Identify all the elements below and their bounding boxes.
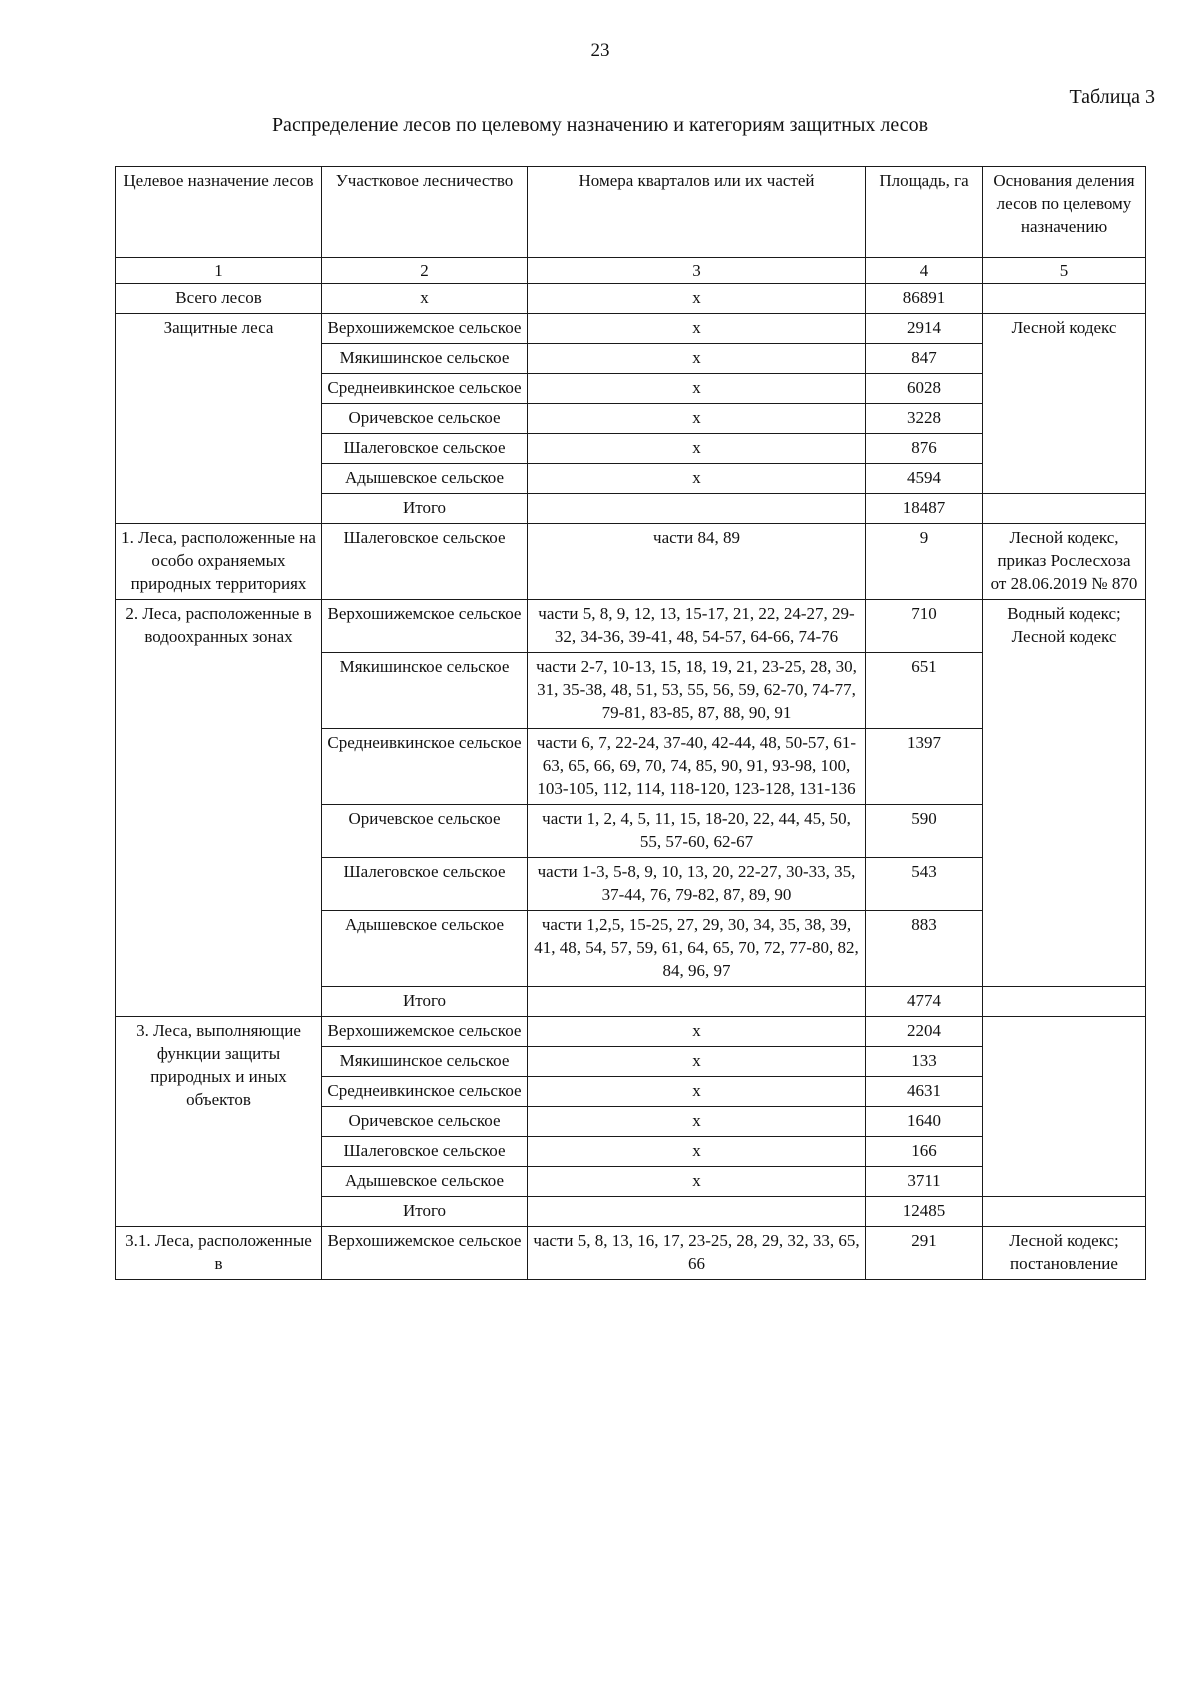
area-cell: 4631	[866, 1077, 983, 1107]
district-cell: Оричевское сельское	[322, 404, 528, 434]
area-cell: 1640	[866, 1107, 983, 1137]
quarters-cell: х	[528, 374, 866, 404]
quarters-cell	[528, 494, 866, 524]
district-cell: х	[322, 284, 528, 314]
area-cell: 876	[866, 434, 983, 464]
district-cell: Адышевское сельское	[322, 1167, 528, 1197]
basis-cell	[983, 494, 1146, 524]
subtotal-label-cell: Итого	[322, 1197, 528, 1227]
quarters-cell: х	[528, 284, 866, 314]
area-cell: 543	[866, 858, 983, 911]
area-cell: 651	[866, 653, 983, 729]
quarters-cell: х	[528, 1047, 866, 1077]
basis-cell: Лесной кодекс, приказ Рослесхоза от 28.06.2019 № 870	[983, 524, 1146, 600]
quarters-cell: х	[528, 1167, 866, 1197]
header-cell-quarters: Номера кварталов или их частей	[528, 167, 866, 258]
table-row	[116, 314, 1146, 344]
header-cell-district: Участковое лесничество	[322, 167, 528, 258]
quarters-cell: части 5, 8, 13, 16, 17, 23-25, 28, 29, 32, 33, 65, 66	[528, 1227, 866, 1280]
quarters-cell: части 5, 8, 9, 12, 13, 15-17, 21, 22, 24-27, 29-32, 34-36, 39-41, 48, 54-57, 64-66, 74-76	[528, 600, 866, 653]
district-cell: Верхошижемское сельское	[322, 600, 528, 653]
table-label: Таблица 3	[1069, 86, 1155, 108]
quarters-cell: х	[528, 1137, 866, 1167]
district-cell: Верхошижемское сельское	[322, 1017, 528, 1047]
area-cell: 4774	[866, 987, 983, 1017]
area-cell: 2204	[866, 1017, 983, 1047]
area-cell: 1397	[866, 729, 983, 805]
category-cell: 3.1. Леса, расположенные в	[116, 1227, 322, 1280]
table-row	[116, 600, 1146, 653]
quarters-cell: х	[528, 464, 866, 494]
district-cell: Адышевское сельское	[322, 464, 528, 494]
forest-distribution-table	[115, 166, 1146, 1280]
table-row	[116, 1017, 1146, 1047]
category-cell: Всего лесов	[116, 284, 322, 314]
table-row	[116, 524, 1146, 600]
area-cell: 4594	[866, 464, 983, 494]
area-cell: 3228	[866, 404, 983, 434]
area-cell: 133	[866, 1047, 983, 1077]
total-row	[116, 284, 1146, 314]
page-number: 23	[590, 40, 610, 61]
district-cell: Шалеговское сельское	[322, 434, 528, 464]
quarters-cell: х	[528, 404, 866, 434]
basis-cell: Водный кодекс; Лесной кодекс	[983, 600, 1146, 987]
basis-cell: Лесной кодекс; постановление	[983, 1227, 1146, 1280]
district-cell: Верхошижемское сельское	[322, 314, 528, 344]
area-cell: 2914	[866, 314, 983, 344]
area-cell: 590	[866, 805, 983, 858]
quarters-cell: х	[528, 1077, 866, 1107]
subtotal-label-cell: Итого	[322, 987, 528, 1017]
quarters-cell: части 1-3, 5-8, 9, 10, 13, 20, 22-27, 30-33, 35, 37-44, 76, 79-82, 87, 89, 90	[528, 858, 866, 911]
category-cell: 1. Леса, расположенные на особо охраняемых природных территориях	[116, 524, 322, 600]
quarters-cell: х	[528, 344, 866, 374]
area-cell: 18487	[866, 494, 983, 524]
area-cell: 883	[866, 911, 983, 987]
column-number-row	[116, 258, 1146, 284]
basis-cell: Лесной кодекс	[983, 314, 1146, 494]
district-cell: Мякишинское сельское	[322, 1047, 528, 1077]
column-number: 1	[116, 258, 322, 284]
quarters-cell	[528, 1197, 866, 1227]
category-cell: 3. Леса, выполняющие функции защиты природных и иных объектов	[116, 1017, 322, 1227]
district-cell: Среднеивкинское сельское	[322, 729, 528, 805]
basis-cell	[983, 1017, 1146, 1197]
column-number: 2	[322, 258, 528, 284]
basis-cell	[983, 284, 1146, 314]
area-cell: 86891	[866, 284, 983, 314]
quarters-cell	[528, 987, 866, 1017]
quarters-cell: части 84, 89	[528, 524, 866, 600]
area-cell: 9	[866, 524, 983, 600]
quarters-cell: х	[528, 314, 866, 344]
district-cell: Оричевское сельское	[322, 805, 528, 858]
district-cell: Шалеговское сельское	[322, 524, 528, 600]
district-cell: Шалеговское сельское	[322, 1137, 528, 1167]
area-cell: 6028	[866, 374, 983, 404]
category-cell: 2. Леса, расположенные в водоохранных зонах	[116, 600, 322, 1017]
area-cell: 3711	[866, 1167, 983, 1197]
quarters-cell: х	[528, 1107, 866, 1137]
header-row	[116, 167, 1146, 258]
district-cell: Адышевское сельское	[322, 911, 528, 987]
quarters-cell: части 1,2,5, 15-25, 27, 29, 30, 34, 35, 38, 39, 41, 48, 54, 57, 59, 61, 64, 65, 70, 72, 77-80, 82, 84, 96, 97	[528, 911, 866, 987]
quarters-cell: части 6, 7, 22-24, 37-40, 42-44, 48, 50-57, 61-63, 65, 66, 69, 70, 74, 85, 90, 91, 93-98, 100, 103-105, 112, 114, 118-120, 123-128, 131-136	[528, 729, 866, 805]
category-cell: Защитные леса	[116, 314, 322, 524]
area-cell: 847	[866, 344, 983, 374]
district-cell: Мякишинское сельское	[322, 653, 528, 729]
table-body	[116, 284, 1146, 1280]
district-cell: Верхошижемское сельское	[322, 1227, 528, 1280]
basis-cell	[983, 1197, 1146, 1227]
quarters-cell: части 2-7, 10-13, 15, 18, 19, 21, 23-25, 28, 30, 31, 35-38, 48, 51, 53, 55, 56, 59, 62-70, 74-77, 79-81, 83-85, 87, 88, 90, 91	[528, 653, 866, 729]
area-cell: 12485	[866, 1197, 983, 1227]
column-number: 3	[528, 258, 866, 284]
district-cell: Среднеивкинское сельское	[322, 374, 528, 404]
district-cell: Шалеговское сельское	[322, 858, 528, 911]
area-cell: 291	[866, 1227, 983, 1280]
district-cell: Мякишинское сельское	[322, 344, 528, 374]
header-cell-purpose: Целевое назначение лесов	[116, 167, 322, 258]
column-number: 5	[983, 258, 1146, 284]
header-cell-area: Площадь, га	[866, 167, 983, 258]
column-number: 4	[866, 258, 983, 284]
district-cell: Среднеивкинское сельское	[322, 1077, 528, 1107]
subtotal-label-cell: Итого	[322, 494, 528, 524]
area-cell: 710	[866, 600, 983, 653]
document-title: Распределение лесов по целевому назначению и категориям защитных лесов	[271, 114, 929, 136]
header-cell-basis: Основания деления лесов по целевому назначению	[983, 167, 1146, 258]
quarters-cell: части 1, 2, 4, 5, 11, 15, 18-20, 22, 44, 45, 50, 55, 57-60, 62-67	[528, 805, 866, 858]
area-cell: 166	[866, 1137, 983, 1167]
quarters-cell: х	[528, 1017, 866, 1047]
district-cell: Оричевское сельское	[322, 1107, 528, 1137]
table-row	[116, 1227, 1146, 1280]
basis-cell	[983, 987, 1146, 1017]
quarters-cell: х	[528, 434, 866, 464]
